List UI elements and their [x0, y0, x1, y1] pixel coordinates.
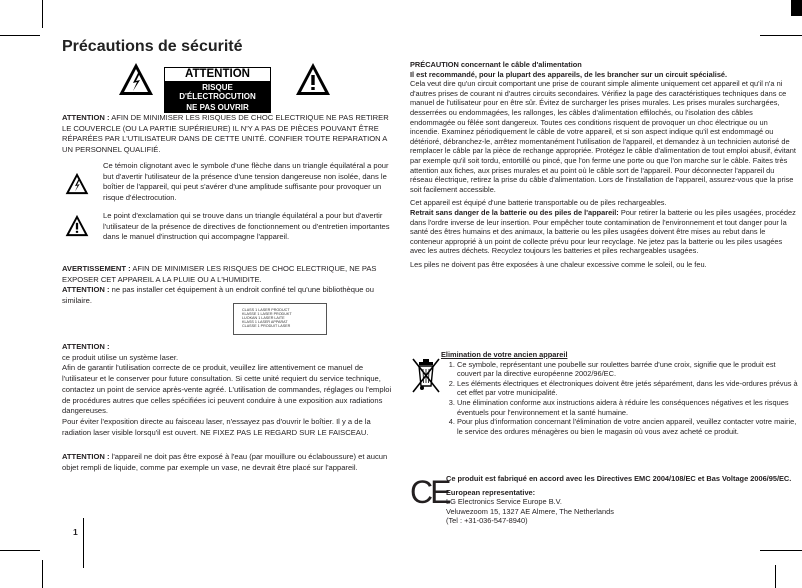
laser-attention-paragraph	[62, 342, 392, 438]
attention-risk-line: RISQUE D'ÉLECTROCUTION	[179, 83, 256, 101]
laser-text-line: ce produit utilise un système laser.	[62, 352, 179, 362]
lightning-explanation	[103, 161, 393, 203]
water-attention-text: l'appareil ne doit pas être exposé à l'eau (par mouillure ou éclaboussure) et aucun objet rempli de liquide, comme par exemple un vase, ne devrait être placé sur l'appareil.	[62, 452, 388, 472]
laser-label-line: CLASSE 1 PRODUIT LASER	[242, 324, 291, 329]
laser-label-line: LUOKAN 1 LASER LAITE	[242, 316, 285, 321]
lightning-text: Ce témoin clignotant avec le symbole d'une flèche dans un triangle équilatéral a pour but d'avertir l'utilisateur de la présence d'une tension dangereuse non isolée, dans le boîtier de l'appareil, qui peut s'avérer d'une amplitude suffisante pour provoquer un risque d'électrocution.	[103, 161, 389, 202]
ce-mark-text: CE	[410, 474, 449, 510]
disposal-heading: Elimination de votre ancien appareil	[441, 350, 568, 359]
attention-open-line: NE PAS OUVRIR	[186, 103, 249, 112]
attention-installation-text: ne pas installer cet équipement à un endroit confiné tel qu'une bibliothèque ou similaire.	[62, 285, 374, 305]
laser-label-line: CLASS 1 LASER PRODUCT	[242, 308, 290, 312]
crop-mark	[42, 560, 43, 588]
battery-text: Pour retirer la batterie ou les piles usagées, procédez dans l'ordre inverse de leur insertion. Pour empêcher toute contamination de l'environnement et tout danger pour la santé des êtres humains et des animaux, la batterie ou les piles usagées doivent être mises au rebut dans le conteneur approprié à un point de collecte prévu pour leur recyclage. Ne jetez pas la batterie ou les piles usagées avec les autres déchets. Recyclez toujours les batteries et piles rechargeables usagées.	[410, 207, 796, 256]
exclamation-warning-icon	[295, 62, 331, 96]
exclamation-text: Le point d'exclamation qui se trouve dans un triangle équilatéral a pour but d'avertir l'utilisateur de la présence de directives de fonctionnement ou d'entretien importantes dans le manuel d'instruction qui accompagne l'appareil.	[103, 211, 390, 241]
battery-bold: Retrait sans danger de la batterie ou des piles de l'appareil:	[410, 207, 619, 217]
warning-paragraph	[62, 264, 392, 306]
heat-text: Les piles ne doivent pas être exposées à une chaleur excessive comme le soleil, ou le feu.	[410, 259, 707, 269]
exclamation-explanation	[103, 211, 393, 243]
power-heading: PRÉCAUTION concernant le câble d'alimentation	[410, 60, 582, 69]
attention-heading: ATTENTION	[164, 67, 271, 82]
exclamation-symbol-icon	[65, 214, 89, 237]
warning-text: AFIN DE MINIMISER LES RISQUES DE CHOC ELECTRIQUE, NE PAS EXPOSER CET APPAREIL A LA PLUIE OU A L'HUMIDITE.	[62, 264, 377, 284]
attention-shock-text: AFIN DE MINIMISER LES RISQUES DE CHOC ELECTRIQUE NE PAS RETIRER LE COUVERCLE (OU LA PARTIE SUPÉRIEURE) IL N'Y A PAS DE PIÈCES POUVANT ÊTRE RÉPARÉES PAR L'UTILISATEUR DANS DE CETTE UNITÉ. CONFIER TOUTE REPARATION A UN PERSONNEL QUALIFIÉ.	[62, 113, 389, 154]
crossed-bin-icon	[410, 354, 442, 396]
disposal-item: 4. Pour plus d'information concernant l'élimination de votre ancien appareil, veuillez contacter votre mairie, le service des ordures ménagères ou bien le magasin où vous avez acheté ce produit.	[457, 417, 799, 436]
disposal-item: 1. Ce symbole, représentant une poubelle sur roulettes barrée d'une croix, signifie que le produit est couvert par la directive européenne 2002/96/EC.	[457, 360, 799, 379]
battery-intro: Cet appareil est équipé d'une batterie transportable ou de piles rechargeables.	[410, 198, 667, 208]
crop-mark	[775, 565, 776, 588]
lightning-symbol-icon	[65, 172, 89, 195]
crop-mark	[0, 550, 40, 551]
disposal-list	[441, 360, 799, 437]
page-number: 1	[73, 527, 78, 537]
attention-label: ATTENTION :	[62, 452, 110, 461]
ce-mark-icon	[410, 475, 448, 509]
lightning-warning-icon	[118, 62, 154, 96]
attention-label: ATTENTION :	[62, 285, 110, 294]
disposal-item: 3. Une élimination conforme aux instructions aidera à réduire les conséquences négatives et les risques éventuels pour l'environnement et la santé humaine.	[457, 398, 799, 417]
power-text: Cela veut dire qu'un circuit comportant une prise de courant simple alimente uniquement cet appareil et qu'il n'a ni d'autres prises de courant ni d'autres circuits secondaires. Vérifiez la page des caractéristiques techniques dans ce manuel de l'utilisateur pour en être sûr. Évitez de surcharger les prises murales. Les prises murales surchargées, desserrées ou endommagées, les rallonges, les câbles d'alimentation effilochés, ou l'isolation des câbles endommagée ou fêlée sont dangereux. Toutes ces conditions risquent de provoquer un choc électrique ou un incendie. Examinez périodiquement le câble de votre appareil, et si son aspect indique qu'il est endommagé ou détérioré, débranchez-le, arrêtez momentanément l'utilisation de l'appareil, et demandez à un technicien autorisé de remplacer le câble par la pièce de rechange appropriée. Protégez le câble d'alimentation de tout emploi abusif, évitant par exemple qu'il soit tordu, entortillé ou pincé, que l'on ferme une porte ou que l'on marche sur le câble. Faites très attention aux fiches, aux prises murales et au point où le câble sort de l'appareil. Pour déconnecter l'appareil du réseau électrique, retirez la prise du câble d'alimentation. Lors de l'installation de l'appareil, assurez-vous que la prise soit facilement accessible.	[410, 79, 796, 194]
disposal-item: 2. Les éléments électriques et électroniques doivent être jetés séparément, dans les vide-ordures prévus à cet effet par votre municipalité.	[457, 379, 799, 398]
disposal-section	[441, 350, 799, 436]
rep-company: LG Electronics Service Europe B.V.	[446, 497, 562, 507]
attention-label: ATTENTION :	[62, 113, 110, 122]
water-attention-paragraph	[62, 452, 392, 473]
attention-label: ATTENTION :	[62, 342, 110, 351]
laser-label-line: KLASSE 1 LASER PRODUKT	[242, 312, 292, 317]
page-title: Précautions de sécurité	[62, 38, 243, 55]
laser-class-label	[233, 303, 327, 335]
attention-shock-paragraph	[62, 113, 392, 155]
page-tab-marker	[791, 0, 802, 16]
power-cord-section	[410, 60, 798, 269]
crop-mark	[0, 35, 40, 36]
rep-address: Veluwezoom 15, 1327 AE Almere, The Netherlands	[446, 506, 614, 516]
crop-mark	[760, 550, 802, 551]
crop-mark	[42, 0, 43, 28]
laser-text-line: Pour éviter l'exposition directe au faisceau laser, n'essayez pas d'ouvrir le boîtier. Il y a de la radiation laser visible lorsqu'il est ouvert. NE FIXEZ PAS LE REGARD SUR LE FAISCEAU.	[62, 416, 371, 437]
laser-text-line: Afin de garantir l'utilisation correcte de ce produit, veuillez lire attentivement ce manuel de l'utilisateur et le conserver pour future consultation. Si cette unité requiert du service technique, contactez un point de service après-vente agréé. L'utilisation de commandes, réglages ou l'emploi de procédures autres que celles spécifiées ici peuvent conduire à une exposition aux radiations dangereuses.	[62, 363, 392, 416]
power-subheading: Il est recommandé, pour la plupart des appareils, de les brancher sur un circuit spécialisé.	[410, 69, 728, 79]
crop-mark	[760, 35, 802, 36]
rep-phone: (Tel : +31-036-547-8940)	[446, 516, 528, 526]
compliance-section	[446, 474, 796, 526]
attention-box	[164, 67, 271, 113]
page-margin-rule	[83, 518, 84, 568]
laser-label-line: KLASS 1 LASER APPARAT	[242, 320, 288, 325]
ce-compliance-text: Ce produit est fabriqué en accord avec les Directives EMC 2004/108/EC et Bas Voltage 2006/95/EC.	[446, 474, 792, 483]
rep-heading: European representative:	[446, 487, 536, 497]
warning-label: AVERTISSEMENT :	[62, 264, 131, 273]
